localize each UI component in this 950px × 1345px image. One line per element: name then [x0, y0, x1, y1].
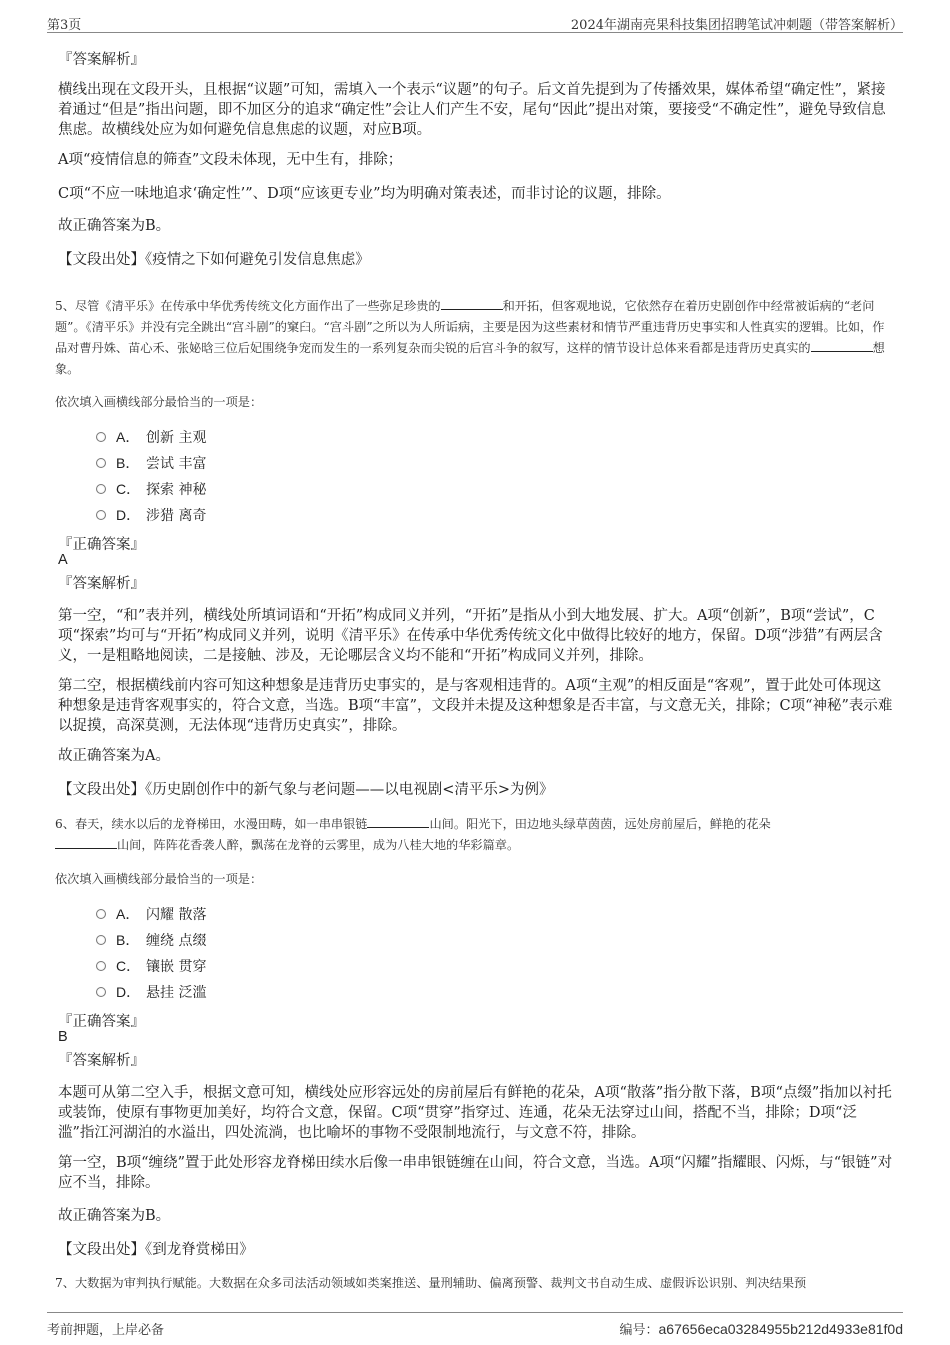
- q6-analysis-label: 『答案解析』: [58, 1053, 145, 1069]
- q5-source: 【文段出处】《历史剧创作中的新气象与老问题——以电视剧<清平乐>为例》: [58, 782, 554, 798]
- q6-option-d[interactable]: D． 悬挂 泛滥: [96, 982, 206, 1002]
- code-value: a67656eca03284955b212d4933e81f0d: [658, 1321, 903, 1337]
- q6-stem: [55, 814, 895, 856]
- radio-icon[interactable]: [96, 510, 106, 520]
- q4-analysis-p4: 故正确答案为B。: [58, 218, 171, 234]
- q6-stem-part2: 山间。阳光下，田边地头绿草茵茵，远处房前屋后，鲜艳的花朵: [429, 817, 771, 831]
- q5-correct-label: 『正确答案』: [58, 537, 145, 553]
- document-code: [620, 1319, 904, 1338]
- radio-icon[interactable]: [96, 961, 106, 971]
- q6-option-b[interactable]: B． 缠绕 点缀: [96, 930, 206, 950]
- q5-analysis-p2: 第二空，根据横线前内容可知这种想象是违背历史事实的，是与客观相违背的。A项“主观”的相反面是“客观”，置于此处可体现这种想象是违背客观事实的，符合文意，当选。B项“丰富”，文段并未提及这种想象是否丰富，与文意无关，排除；C项“神秘”表示难以捉摸，高深莫测，无法体现“违背历史真实”，排除。: [58, 678, 893, 734]
- q5-option-c[interactable]: C． 探索 神秘: [96, 479, 206, 499]
- q5-blank-1: [441, 297, 503, 310]
- radio-icon[interactable]: [96, 432, 106, 442]
- q5-stem-part3: 想象。: [55, 341, 885, 376]
- q6-option-a[interactable]: A． 闪耀 散落: [96, 904, 206, 924]
- q6-analysis-p1: 本题可从第二空入手，根据文意可知，横线处应形容远处的房前屋后有鲜艳的花朵，A项“散落”指分散下落，B项“点缀”指加以衬托或装饰，使原有事物更加美好，均符合文意，保留。C项“贯穿”指穿过、连通，花朵无法穿过山间，搭配不当，排除；D项“泛滥”指江河湖泊的水溢出，四处流淌，也比喻坏的事物不受限制地流行，与文意不符，排除。: [58, 1085, 892, 1141]
- q6-analysis-p2: 第一空，B项“缠绕”置于此处形容龙脊梯田续水后像一串串银链缠在山间，符合文意，当选。A项“闪耀”指耀眼、闪烁，与“银链”对应不当，排除。: [58, 1155, 893, 1191]
- radio-icon[interactable]: [96, 484, 106, 494]
- q7-stem: 7、大数据为审判执行赋能。大数据在众多司法活动领域如类案推送、量刑辅助、偏离预警、裁判文书自动生成、虚假诉讼识别、判决结果预: [55, 1276, 807, 1290]
- q6-stem-part3: 山间，阵阵花香袭人醉，飘荡在龙脊的云雾里，成为八桂大地的华彩篇章。: [117, 838, 520, 852]
- document-title: 2024年湖南亮果科技集团招聘笔试冲刺题（带答案解析）: [570, 18, 903, 33]
- footer-slogan: 考前押题，上岸必备: [47, 1323, 165, 1338]
- q6-blank-2: [55, 836, 117, 849]
- page-number: 第3页: [47, 18, 82, 33]
- q4-source: 【文段出处】《疫情之下如何避免引发信息焦虑》: [58, 252, 370, 268]
- q6-stem-part1: 6、春天，续水以后的龙脊梯田，水漫田畴，如一串串银链: [55, 817, 368, 831]
- q5-stem-part2: 和开拓，但客观地说，它依然存在着历史剧创作中经常被诟病的“老问题”。《清平乐》并没有完全跳出“宫斗剧”的窠臼。“宫斗剧”之所以为人所诟病，主要是因为这些素材和情节严重违背历史事实和人性真实的逻辑。比如，作品对曹丹姝、苗心禾、张妼晗三位后妃围绕争宠而发生的一系列复杂而尖锐的后宫斗争的叙写，这样的情节设计总体来看都是违背历史真实的: [55, 299, 885, 355]
- radio-icon[interactable]: [96, 909, 106, 919]
- q4-analysis-p3: C项“不应一味地追求‘确定性’”、D项“应该更专业”均为明确对策表述，而非讨论的议题，排除。: [58, 186, 671, 202]
- q6-source: 【文段出处】《到龙脊赏梯田》: [58, 1242, 254, 1258]
- q6-option-c[interactable]: C． 镶嵌 贯穿: [96, 956, 206, 976]
- q6-analysis-p3: 故正确答案为B。: [58, 1208, 171, 1224]
- radio-icon[interactable]: [96, 935, 106, 945]
- q5-prompt: 依次填入画横线部分最恰当的一项是：: [55, 395, 263, 409]
- q6-correct-label: 『正确答案』: [58, 1014, 145, 1030]
- code-label: 编号：: [619, 1323, 659, 1338]
- q5-option-a[interactable]: A． 创新 主观: [96, 427, 206, 447]
- q5-stem: [55, 296, 895, 380]
- q5-option-b[interactable]: B． 尝试 丰富: [96, 453, 206, 473]
- radio-icon[interactable]: [96, 987, 106, 997]
- q5-analysis-p1: 第一空，“和”表并列，横线处所填词语和“开拓”构成同义并列，“开拓”是指从小到大地发展、扩大。A项“创新”，B项“尝试”，C项“探索”均可与“开拓”构成同义并列，说明《清平乐》在传承中华优秀传统文化中做得比较好的地方，保留。D项“涉猎”有两层含义，一是粗略地阅读，二是接触、涉及，无论哪层含义均不能和“开拓”构成同义并列，排除。: [58, 608, 883, 664]
- q5-analysis-p3: 故正确答案为A。: [58, 748, 170, 764]
- q5-analysis-label: 『答案解析』: [58, 576, 145, 592]
- q6-prompt: 依次填入画横线部分最恰当的一项是：: [55, 872, 263, 886]
- page-header: [47, 10, 903, 33]
- q5-stem-part1: 5、尽管《清平乐》在传承中华优秀传统文化方面作出了一些弥足珍贵的: [55, 299, 441, 313]
- q4-analysis-p2: A项“疫情信息的筛查”文段未体现，无中生有，排除；: [58, 152, 403, 168]
- q5-blank-2: [811, 339, 873, 352]
- q4-analysis-label: 『答案解析』: [58, 52, 145, 68]
- q6-blank-1: [367, 815, 429, 828]
- q5-correct-answer: A: [58, 552, 68, 568]
- q5-option-d[interactable]: D． 涉猎 离奇: [96, 505, 206, 525]
- q4-analysis-p1: 横线出现在文段开头，且根据“议题”可知，需填入一个表示“议题”的句子。后文首先提到为了传播效果，媒体希望“确定性”，紧接着通过“但是”指出问题，即不加区分的追求“确定性”会让人们产生不安，尾句“因此”提出对策，要接受“不确定性”，避免导致信息焦虑。故横线处应为如何避免信息焦虑的议题，对应B项。: [58, 82, 886, 138]
- q6-correct-answer: B: [58, 1029, 68, 1045]
- radio-icon[interactable]: [96, 458, 106, 468]
- page-footer: [47, 1312, 903, 1337]
